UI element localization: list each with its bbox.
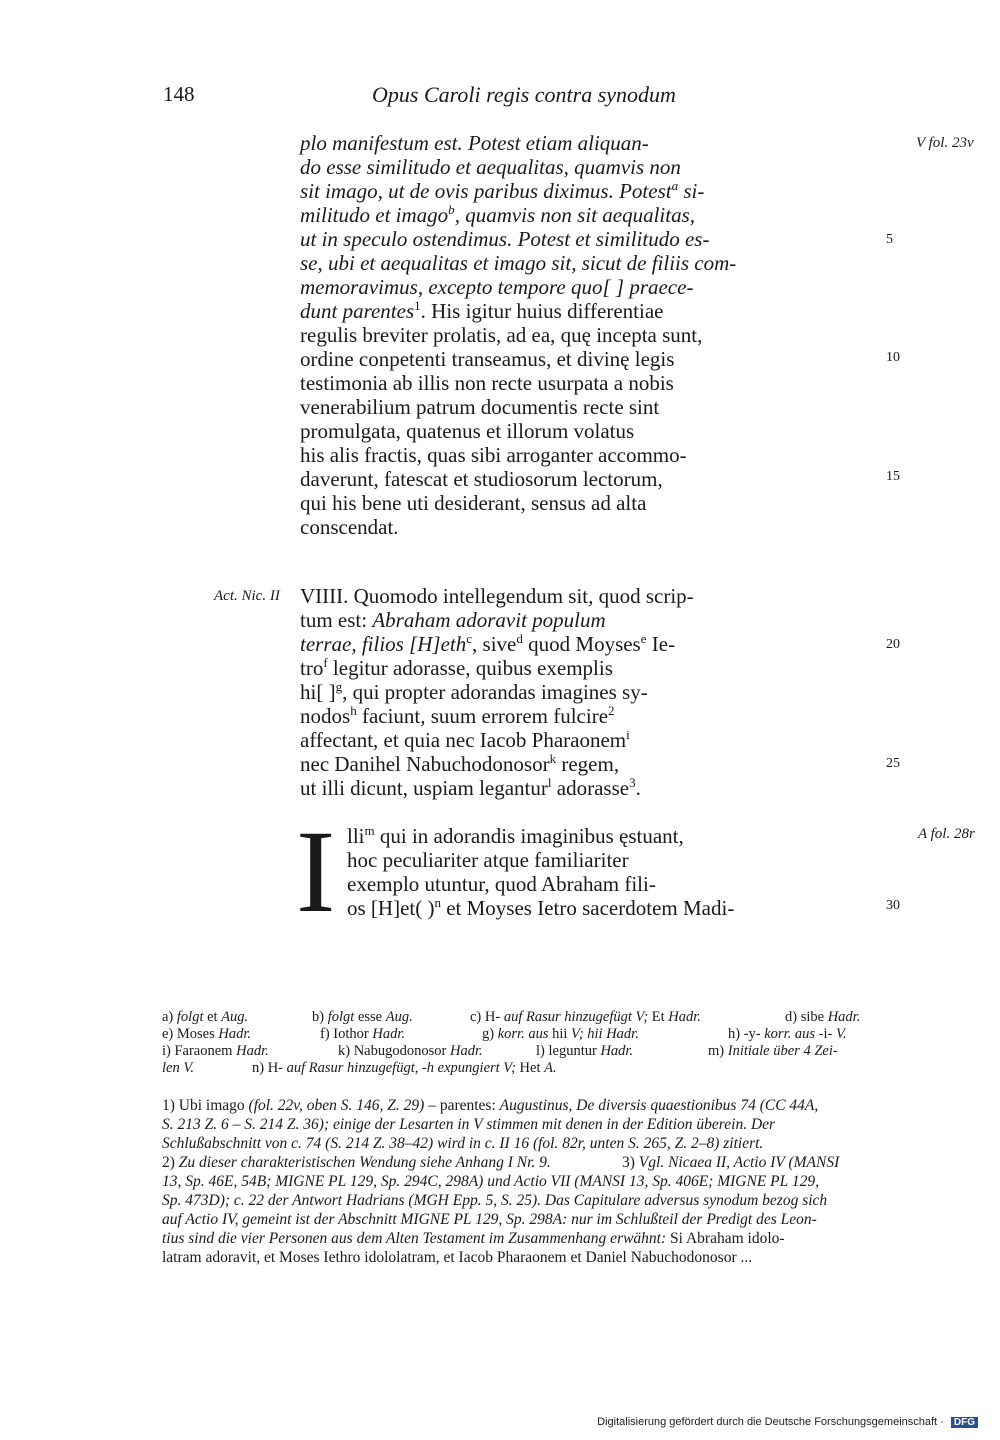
chapter-heading: ut illi dicunt, uspiam legantur$^l$ adorasse$^3$. [300, 775, 641, 800]
apparatus-entry: a) folgt et Aug. [162, 1009, 249, 1025]
text-line: ut in speculo ostendimus. Potest et similitudo es- [300, 227, 710, 251]
text-line: conscendat. [300, 515, 399, 539]
text-line: militudo et imago$^b$, quamvis non sit aequalitas, [300, 202, 696, 227]
chapter-heading: terrae, filios [H]eth$^c$, sive$^d$ quod Moyses$^e$ Ie- [300, 631, 676, 656]
apparatus-entry: f) Iothor Hadr. [320, 1026, 405, 1042]
funding-footer: Digitalisierung gefördert durch die Deutsche Forschungsgemeinschaft · DFG [597, 1416, 978, 1428]
running-title: Opus Caroli regis contra synodum [372, 82, 676, 107]
apparatus-entry: n) H- auf Rasur hinzugefügt, -h expungiert V; Het A. [252, 1060, 557, 1076]
margin-ref-act-nic: Act. Nic. II [214, 588, 280, 604]
chapter-heading: hi[ ]$^g$, qui propter adorandas imagines sy- [300, 679, 648, 704]
footnote-line: auf Actio IV, gemeint ist der Abschnitt MIGNE PL 129, Sp. 298A: nur im Schlußteil der Predigt des Leon- [162, 1211, 817, 1228]
text-line: his alis fractis, quas sibi arroganter accommo- [300, 443, 687, 467]
margin-ref-a-fol: A fol. 28r [918, 826, 975, 842]
line-number-20: 20 [886, 637, 900, 652]
text-line: plo manifestum est. Potest etiam aliquan- [300, 131, 649, 155]
text-line: do esse similitudo et aequalitas, quamvis non [300, 155, 681, 179]
apparatus-entry: len V. [162, 1060, 194, 1076]
footnote-line: Sp. 473D); c. 22 der Antwort Hadrians (MGH Epp. 5, S. 25). Das Capitulare adversus synodum bezog sich [162, 1192, 828, 1209]
footnote-line: 1) Ubi imago (fol. 22v, oben S. 146, Z. 29) – parentes: Augustinus, De diversis quaestionibus 74 (CC 44A, [162, 1097, 819, 1114]
chapter-heading: nodos$^h$ faciunt, suum errorem fulcire$^2$ [300, 703, 615, 728]
footnote-line: 13, Sp. 46E, 54B; MIGNE PL 129, Sp. 294C, 298A) und Actio VII (MANSI 13, Sp. 406E; MIGNE PL 129, [162, 1173, 819, 1190]
text-line: promulgata, quatenus et illorum volatus [300, 419, 635, 443]
line-number-10: 10 [886, 350, 900, 365]
line-number-25: 25 [886, 756, 900, 771]
page-number: 148 [163, 82, 195, 106]
apparatus-entry: i) Faraonem Hadr. [162, 1043, 269, 1059]
text-line: dunt parentes$^1$. His igitur huius differentiae [300, 298, 664, 323]
footnote-line: tius sind die vier Personen aus dem Alten Testament im Zusammenhang erwähnt: Si Abraham idolo- [162, 1230, 785, 1247]
apparatus-entry: l) leguntur Hadr. [536, 1043, 634, 1059]
text-line: daverunt, fatescat et studiosorum lectorum, [300, 467, 663, 491]
margin-ref-v-fol: V fol. 23v [916, 135, 974, 151]
line-number-15: 15 [886, 469, 900, 484]
text-line: lli$^m$ qui in adorandis imaginibus ęstuant, [347, 823, 684, 848]
apparatus-entry: e) Moses Hadr. [162, 1026, 252, 1042]
text-line: exemplo utuntur, quod Abraham fili- [347, 872, 656, 896]
line-number-5: 5 [886, 232, 893, 247]
footnote-line: 3) Vgl. Nicaea II, Actio IV (MANSI [622, 1154, 840, 1171]
chapter-heading: VIIII. Quomodo intellegendum sit, quod scrip- [300, 584, 694, 608]
apparatus-entry: h) -y- korr. aus -i- V. [728, 1026, 847, 1042]
apparatus-entry: g) korr. aus hii V; hii Hadr. [482, 1026, 639, 1042]
chapter-heading: tum est: Abraham adoravit populum [300, 608, 606, 632]
initial-letter: I [296, 806, 336, 937]
text-line: se, ubi et aequalitas et imago sit, sicut de filiis com- [300, 251, 737, 275]
text-line: memoravimus, excepto tempore quo[ ] praece- [300, 275, 694, 299]
footnote-line: S. 213 Z. 6 – S. 214 Z. 36); einige der Lesarten in V stimmen mit denen in der Edition überein. Der [162, 1116, 776, 1133]
text-line: venerabilium patrum documentis recte sint [300, 395, 660, 419]
chapter-heading: nec Danihel Nabuchodonosor$^k$ regem, [300, 751, 620, 776]
apparatus-entry: k) Nabugodonosor Hadr. [338, 1043, 483, 1059]
text-line: hoc peculiariter atque familiariter [347, 848, 629, 872]
line-number-30: 30 [886, 898, 900, 913]
text-line: sit imago, ut de ovis paribus diximus. Potest$^a$ si- [300, 178, 705, 203]
apparatus-entry: d) sibe Hadr. [785, 1009, 861, 1025]
apparatus-entry: c) H- auf Rasur hinzugefügt V; Et Hadr. [470, 1009, 701, 1025]
chapter-heading: tro$^f$ legitur adorasse, quibus exemplis [300, 655, 613, 680]
footnote-line: Schlußabschnitt von c. 74 (S. 214 Z. 38–42) wird in c. II 16 (fol. 82r, unten S. 265, Z. 2–8) zitiert. [162, 1135, 764, 1152]
text-line: regulis breviter prolatis, ad ea, quę incepta sunt, [300, 323, 703, 347]
text-line: ordine conpetenti transeamus, et divinę legis [300, 347, 675, 371]
apparatus-entry: m) Initiale über 4 Zei- [708, 1043, 838, 1059]
text-line: qui his bene uti desiderant, sensus ad alta [300, 491, 647, 515]
text-line: os [H]et( )$^n$ et Moyses Ietro sacerdotem Madi- [347, 895, 735, 920]
apparatus-entry: b) folgt esse Aug. [312, 1009, 413, 1025]
text-line: testimonia ab illis non recte usurpata a nobis [300, 371, 674, 395]
dfg-logo: DFG [951, 1417, 978, 1428]
footnote-line: latram adoravit, et Moses Iethro idololatram, et Iacob Pharaonem et Daniel Nabuchodonosor ... [162, 1249, 753, 1266]
footnote-line: 2) Zu dieser charakteristischen Wendung siehe Anhang I Nr. 9. [162, 1154, 551, 1171]
chapter-heading: affectant, et quia nec Iacob Pharaonem$^i$ [300, 727, 630, 752]
